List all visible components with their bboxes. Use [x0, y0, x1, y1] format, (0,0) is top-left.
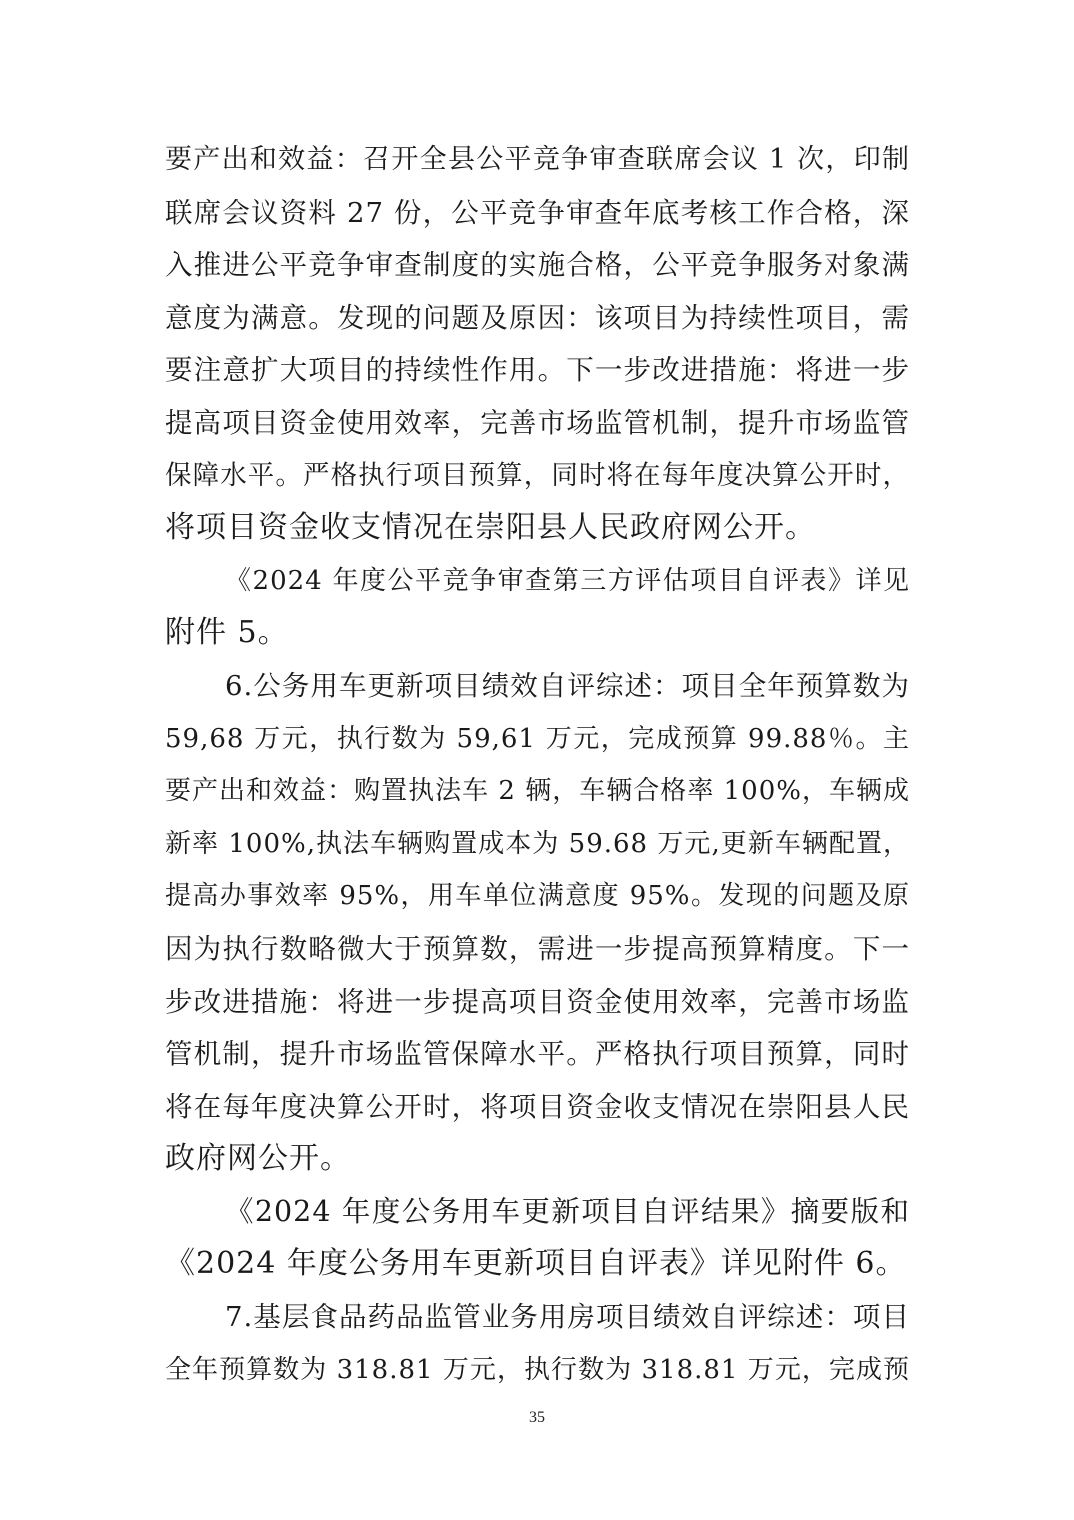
text-line: 59,68 万元，执行数为 59,61 万元，完成预算 99.88％。主: [165, 723, 910, 754]
text-line: 要产出和效益：购置执法车 2 辆，车辆合格率 100%，车辆成: [165, 776, 910, 807]
text-line: 要产出和效益：召开全县公平竞争审查联席会议 1 次，印制: [165, 144, 910, 175]
document-body: [165, 134, 910, 1396]
text-line: 《2024 年度公务用车更新项目自评表》详见附件 6。: [165, 1246, 907, 1282]
section-heading-line: 6.公务用车更新项目绩效自评综述：项目全年预算数为: [225, 669, 910, 702]
text-line: 提高项目资金使用效率，完善市场监管机制，提升市场监管: [165, 406, 910, 439]
text-line: 《2024 年度公务用车更新项目自评结果》摘要版和: [225, 1194, 910, 1228]
text-line: 将项目资金收支情况在崇阳县人民政府网公开。: [165, 510, 816, 546]
page-number: 35: [529, 1409, 545, 1426]
text-line: 《2024 年度公平竞争审查第三方评估项目自评表》详见: [225, 565, 910, 596]
text-line: 政府网公开。: [165, 1141, 351, 1177]
text-line: 全年预算数为 318.81 万元，执行数为 318.81 万元，完成预: [165, 1354, 910, 1385]
text-line: 附件 5。: [165, 615, 289, 651]
text-line: 意度为满意。发现的问题及原因：该项目为持续性项目，需: [165, 301, 910, 334]
text-line: 因为执行数略微大于预算数，需进一步提高预算精度。下一: [165, 932, 910, 965]
text-line: 要注意扩大项目的持续性作用。下一步改进措施：将进一步: [165, 354, 910, 387]
text-line: 将在每年度决算公开时，将项目资金收支情况在崇阳县人民: [165, 1090, 910, 1123]
text-line: 管机制，提升市场监管保障水平。严格执行项目预算，同时: [165, 1038, 910, 1071]
section-heading-line: 7.基层食品药品监管业务用房项目绩效自评综述：项目: [225, 1301, 910, 1334]
text-line: 提高办事效率 95%，用车单位满意度 95%。发现的问题及原: [165, 881, 910, 912]
text-line: 入推进公平竞争审查制度的实施合格，公平竞争服务对象满: [165, 249, 910, 282]
text-line: 步改进措施：将进一步提高项目资金使用效率，完善市场监: [165, 985, 910, 1018]
text-line: 新率 100%,执法车辆购置成本为 59.68 万元,更新车辆配置，: [165, 828, 910, 859]
text-line: 联席会议资料 27 份，公平竞争审查年底考核工作合格，深: [165, 196, 910, 229]
text-line: 保障水平。严格执行项目预算，同时将在每年度决算公开时，: [165, 459, 910, 491]
